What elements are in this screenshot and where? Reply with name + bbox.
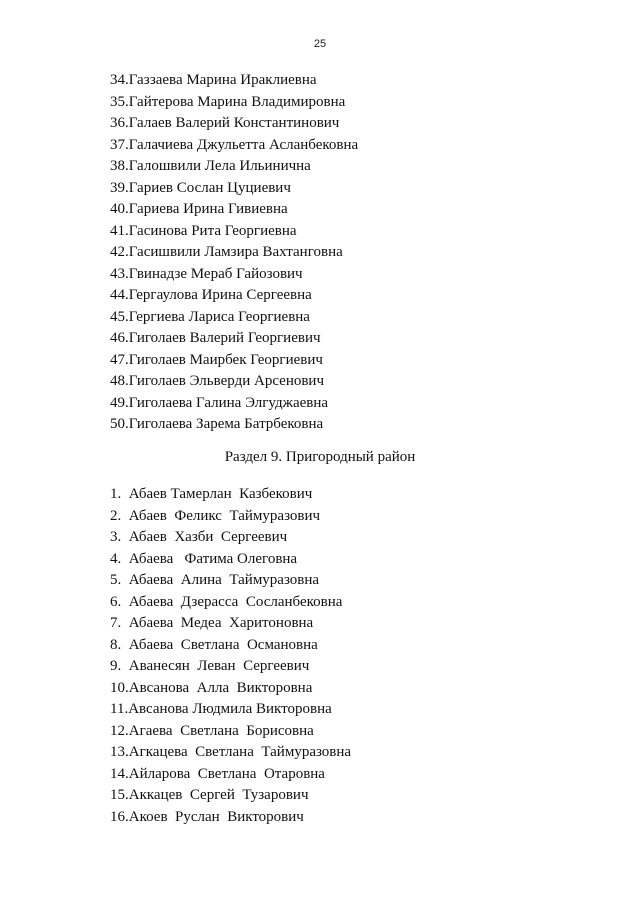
- list-item: 5. Абаева Алина Таймуразовна: [110, 572, 320, 588]
- list-item: 38.Галошвили Лела Ильинична: [110, 158, 311, 174]
- list-item: 49.Гиголаева Галина Элгуджаевна: [110, 394, 329, 411]
- list-item: 12.Агаева Светлана Борисовна: [110, 722, 314, 739]
- list-item: 34.Газзаева Марина Ираклиевна: [110, 72, 317, 88]
- list-item: 40.Гариева Ирина Гивиевна: [110, 201, 288, 217]
- list-item: 1. Абаев Тамерлан Казбекович: [110, 486, 313, 502]
- list-item: 3. Абаев Хазби Сергеевич: [110, 529, 288, 545]
- name-list-section-9: [110, 484, 351, 828]
- list-item: 9. Аванесян Леван Сергеевич: [110, 658, 310, 674]
- list-item: 15.Аккацев Сергей Тузарович: [110, 787, 309, 803]
- page-number: 25: [313, 38, 327, 50]
- list-item: 42.Гасишвили Ламзира Вахтанговна: [110, 244, 343, 260]
- list-item: 16.Акоев Руслан Викторович: [110, 808, 304, 825]
- list-item: 4. Абаева Фатима Олеговна: [110, 550, 298, 567]
- list-item: 47.Гиголаев Маирбек Георгиевич: [110, 351, 323, 368]
- list-item: 39.Гариев Сослан Цуциевич: [110, 179, 291, 196]
- list-item: 50.Гиголаева Зарема Батрбековна: [110, 416, 324, 432]
- list-item: 6. Абаева Дзерасса Сосланбековна: [110, 593, 343, 610]
- section-heading: Раздел 9. Пригородный район: [224, 449, 416, 465]
- name-list-section-8: [110, 70, 358, 436]
- list-item: 36.Галаев Валерий Константинович: [110, 115, 340, 131]
- list-item: 13.Агкацева Светлана Таймуразовна: [110, 744, 352, 760]
- list-item: 8. Абаева Светлана Османовна: [110, 636, 318, 653]
- list-item: 46.Гиголаев Валерий Георгиевич: [110, 330, 321, 346]
- list-item: 45.Гергиева Лариса Георгиевна: [110, 308, 310, 325]
- list-item: 11.Авсанова Людмила Викторовна: [110, 701, 332, 717]
- list-item: 35.Гайтерова Марина Владимировна: [110, 93, 346, 110]
- list-item: 7. Абаева Медеа Харитоновна: [110, 615, 314, 631]
- list-item: 44.Гергаулова Ирина Сергеевна: [110, 287, 312, 303]
- list-item: 14.Айларова Светлана Отаровна: [110, 765, 325, 782]
- list-item: 37.Галачиева Джульетта Асланбековна: [110, 136, 359, 153]
- list-item: 48.Гиголаев Эльверди Арсенович: [110, 373, 324, 389]
- list-item: 2. Абаев Феликс Таймуразович: [110, 507, 321, 524]
- list-item: 43.Гвинадзе Мераб Гайозович: [110, 265, 303, 282]
- list-item: 10.Авсанова Алла Викторовна: [110, 679, 313, 696]
- list-item: 41.Гасинова Рита Георгиевна: [110, 222, 297, 239]
